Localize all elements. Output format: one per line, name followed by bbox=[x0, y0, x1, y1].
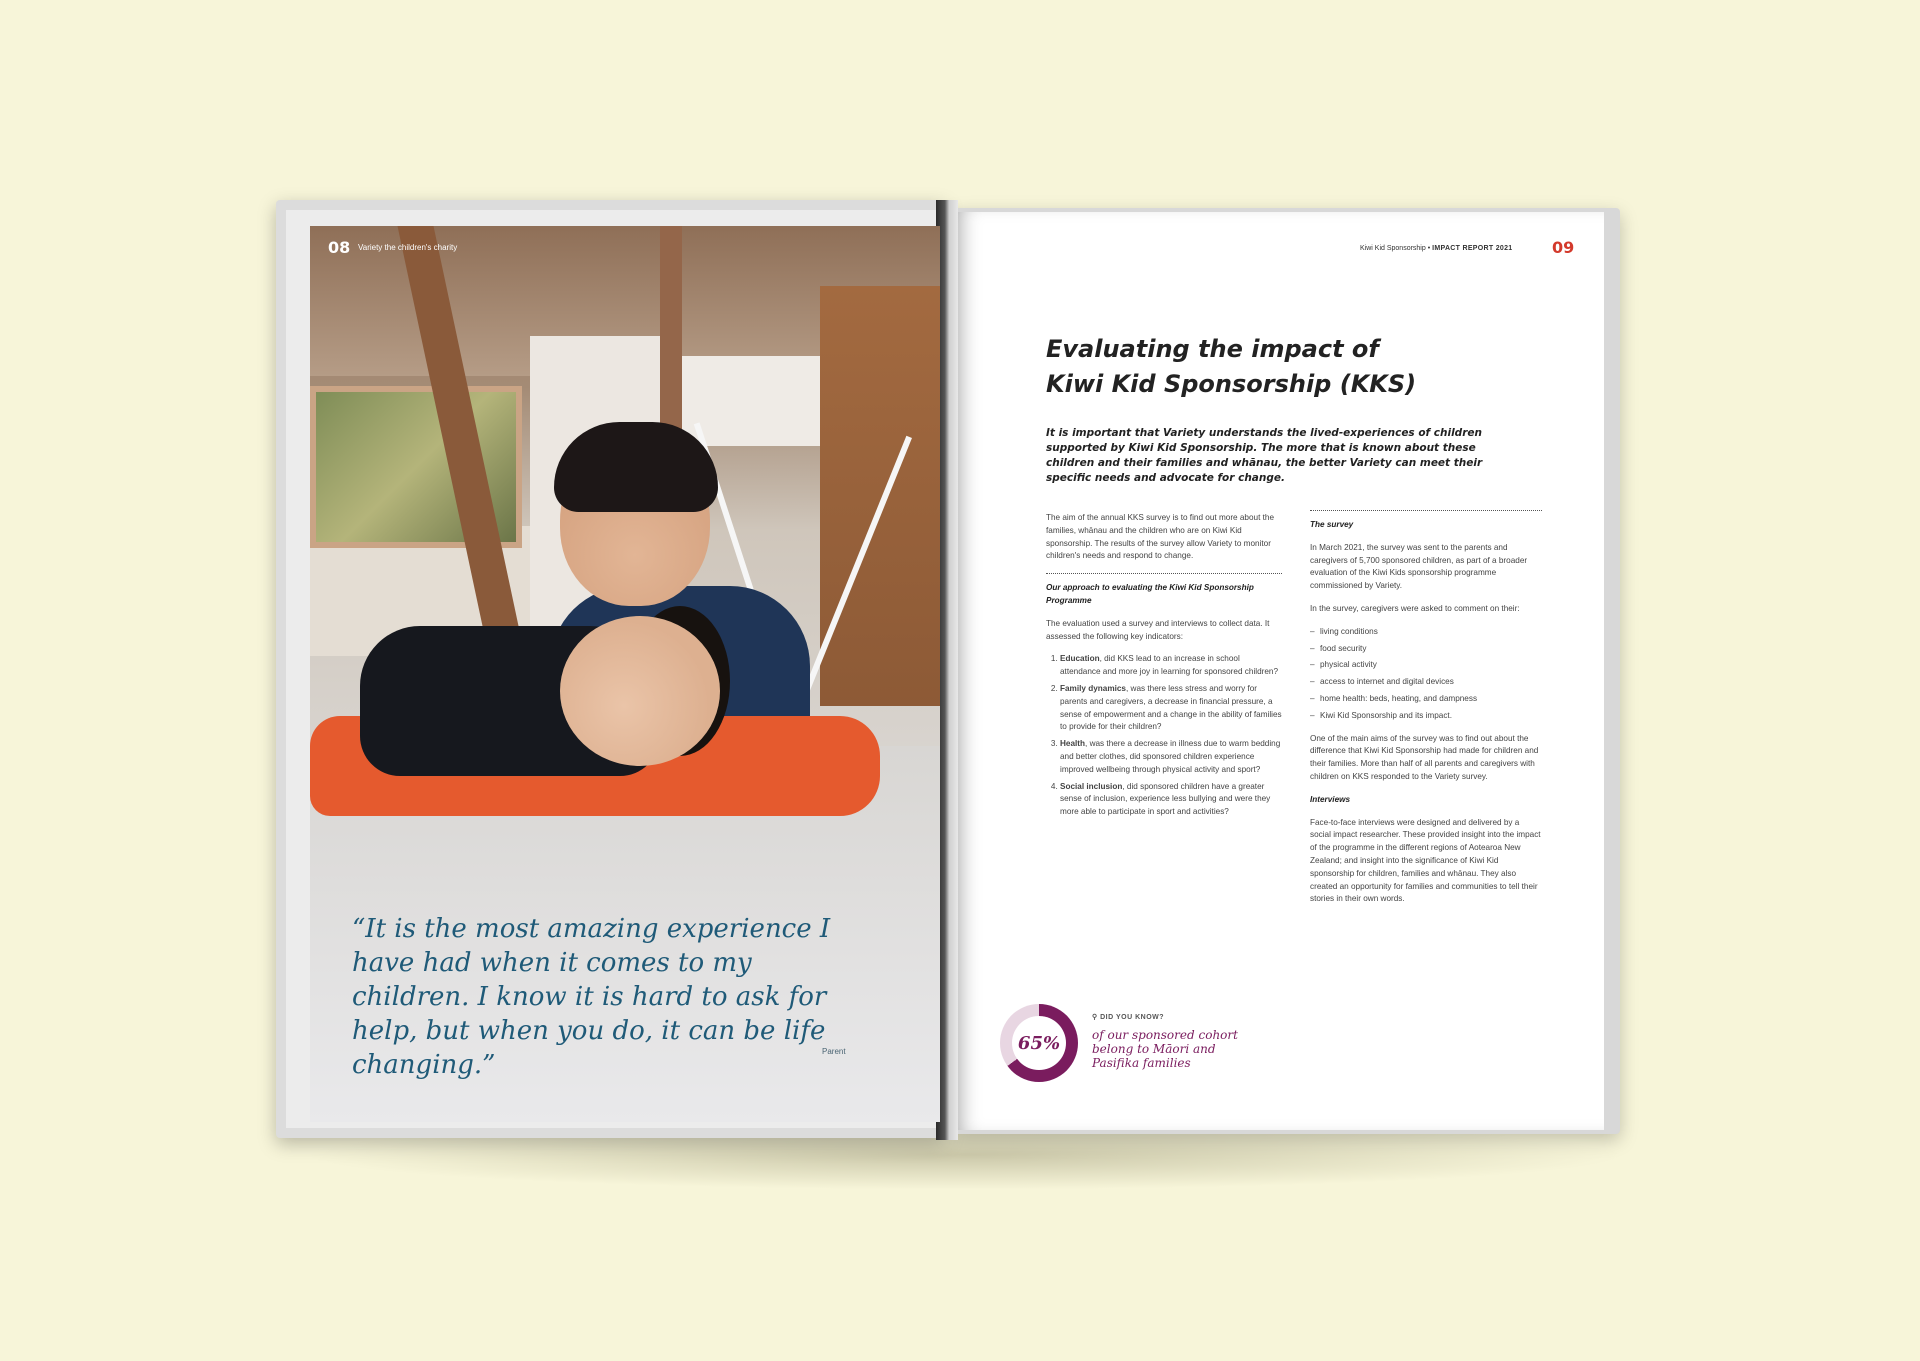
running-head-separator: • bbox=[1427, 245, 1431, 252]
interviews-paragraph: Face-to-face interviews were designed and delivered by a social impact researcher. These provided insight into the impact of the programme in the different regions of Aotearoa New Zealand; and insight into the significance of Kiwi Kid sponsorship for children, families and whānau. They also created an opportunity for families and communities to tell their stories in their own words. bbox=[1310, 817, 1541, 904]
intro-paragraph: The aim of the annual KKS survey is to find out more about the families, whānau and the children who are on Kiwi Kid sponsorship. The results of the survey allow Variety to monitor children's needs and respond to change. bbox=[1046, 513, 1275, 561]
dotted-divider bbox=[1046, 573, 1282, 574]
list-item: – Kiwi Kid Sponsorship and its impact. bbox=[1310, 710, 1542, 723]
stat-value: 65% bbox=[1012, 1016, 1066, 1070]
dotted-divider bbox=[1310, 510, 1542, 511]
column-left bbox=[1046, 512, 1282, 825]
survey-heading: The survey bbox=[1310, 520, 1354, 529]
lead-paragraph: It is important that Variety understands the lived-experiences of children supported by Kiwi Kid Sponsorship. The more that is known about these children and their families and whānau, the better Variety can meet their specific needs and advocate for change. bbox=[1046, 427, 1483, 484]
list-item: – home health: beds, heating, and dampness bbox=[1310, 693, 1542, 706]
indicator-item: 3. Health, was there a decrease in illness due to warm bedding and better clothes, did sponsored children experience improved wellbeing through physical activity and sport? bbox=[1060, 738, 1282, 776]
survey-topics-list bbox=[1310, 626, 1542, 723]
page-title-line2: Kiwi Kid Sponsorship (KKS) bbox=[1046, 370, 1417, 398]
left-running-head: Variety the children's charity bbox=[358, 243, 458, 252]
list-item: – living conditions bbox=[1310, 626, 1542, 639]
parent-quote: “It is the most amazing experience I have had when it comes to my children. I know it is hard to ask for help, but when you do, it can be life changing.” bbox=[352, 914, 831, 1080]
list-item: – physical activity bbox=[1310, 659, 1542, 672]
indicator-item: 4. Social inclusion, did sponsored children have a greater sense of inclusion, experience less bullying and were they more able to participate in sport and activities? bbox=[1060, 781, 1282, 819]
list-item: – food security bbox=[1310, 643, 1542, 656]
list-item: – access to internet and digital devices bbox=[1310, 676, 1542, 689]
approach-heading: Our approach to evaluating the Kiwi Kid Sponsorship Programme bbox=[1046, 583, 1254, 605]
page-title-line1: Evaluating the impact of bbox=[1046, 335, 1379, 363]
indicator-item: 2. Family dynamics, was there less stress and worry for parents and caregivers, a decrease in financial pressure, a sense of empowerment and a change in the ability of families to provide for their children? bbox=[1060, 683, 1282, 734]
survey-paragraph: In March 2021, the survey was sent to the parents and caregivers of 5,700 sponsored children, as part of a broader evaluation of the Kiwi Kids sponsorship programme commissioned by Variety. bbox=[1310, 542, 1528, 591]
indicator-list bbox=[1046, 653, 1282, 819]
page-title bbox=[1046, 332, 1466, 402]
running-head-section: Kiwi Kid Sponsorship bbox=[1360, 245, 1426, 252]
survey-paragraph: One of the main aims of the survey was to find out about the difference that Kiwi Kid Sponsorship had made for children and their families. More than half of all parents and caregivers with children on KKS responded to the Variety survey. bbox=[1310, 733, 1539, 781]
indicator-item: 1. Education, did KKS lead to an increase in school attendance and more joy in learning for sponsored children? bbox=[1060, 653, 1282, 679]
approach-paragraph: The evaluation used a survey and interviews to collect data. It assessed the following key indicators: bbox=[1046, 618, 1270, 641]
survey-paragraph: In the survey, caregivers were asked to comment on their: bbox=[1310, 603, 1520, 613]
quote-attribution: Parent bbox=[822, 1047, 846, 1056]
right-running-head bbox=[1360, 245, 1512, 252]
stat-description: of our sponsored cohort belong to Māori and Pasifika families bbox=[1092, 1028, 1238, 1070]
interviews-heading: Interviews bbox=[1310, 794, 1351, 804]
page-number-right: 09 bbox=[1552, 238, 1575, 257]
did-you-know-label: ⚲ DID YOU KNOW? bbox=[1092, 1014, 1165, 1021]
running-head-report: IMPACT REPORT 2021 bbox=[1432, 245, 1513, 252]
column-right bbox=[1310, 510, 1542, 916]
search-icon: ⚲ bbox=[1092, 1014, 1098, 1021]
page-number-left: 08 bbox=[328, 238, 351, 257]
